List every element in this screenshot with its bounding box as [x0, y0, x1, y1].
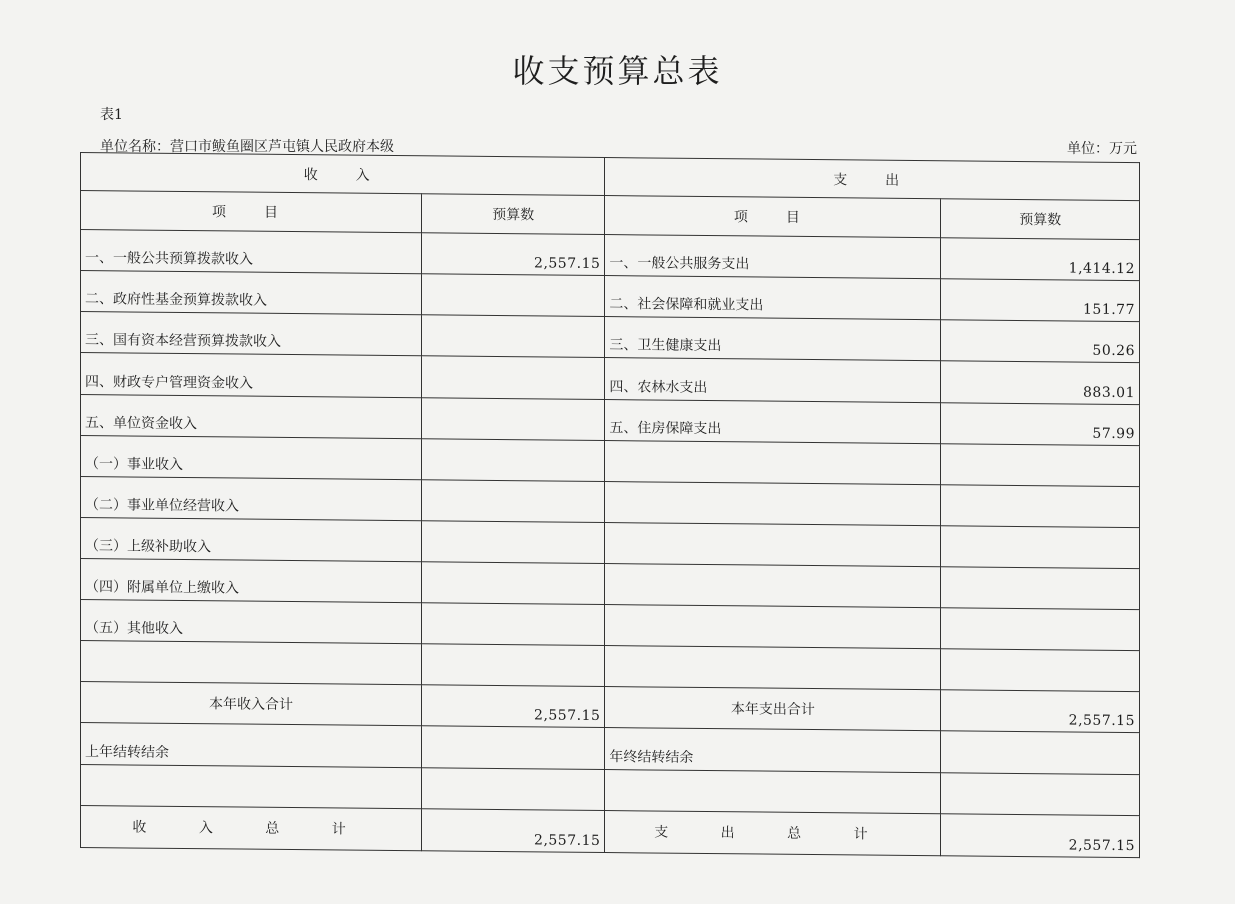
expense-item-header: 项 目: [605, 196, 941, 238]
expense-amount-cell: 1,414.12: [941, 238, 1140, 281]
income-item-cell: 三、国有资本经营预算拨款收入: [81, 312, 422, 356]
blank-cell: [941, 772, 1140, 815]
income-item-cell: 二、政府性基金预算拨款收入: [81, 271, 422, 315]
expense-amount-cell: 57.99: [941, 402, 1140, 445]
expense-amount-cell: [941, 649, 1140, 692]
income-amount-cell: [422, 397, 605, 440]
expense-item-cell: [605, 564, 941, 608]
total-row: [81, 805, 1140, 858]
budget-table-wrapper: [80, 152, 1140, 858]
expense-amount-cell: 50.26: [941, 320, 1140, 363]
expense-item-cell: 一、一般公共服务支出: [605, 235, 941, 279]
expense-item-cell: 二、社会保障和就业支出: [605, 276, 941, 320]
income-amount-cell: [422, 562, 605, 605]
expense-item-cell: 五、住房保障支出: [605, 399, 941, 443]
page-title: 收支预算总表: [512, 52, 723, 90]
table-number: 表1: [100, 107, 123, 123]
unit-name: 单位名称：营口市鲅鱼圈区芦屯镇人民政府本级: [100, 139, 394, 155]
income-item-cell: 四、财政专户管理资金收入: [81, 353, 422, 397]
income-subtotal-amount: 2,557.15: [422, 685, 605, 728]
expense-item-cell: [605, 481, 941, 525]
income-item-cell: （二）事业单位经营收入: [81, 476, 422, 520]
expense-amount-cell: [941, 526, 1140, 569]
income-amount-cell: [422, 438, 605, 481]
income-item-cell: 五、单位资金收入: [81, 394, 422, 438]
income-amount-cell: [422, 644, 605, 687]
expense-subtotal-label: 本年支出合计: [605, 687, 941, 731]
blank-cell: [81, 764, 422, 808]
expense-amount-cell: [941, 443, 1140, 486]
income-amount-cell: [422, 274, 605, 317]
blank-cell: [422, 767, 605, 810]
expense-carry-amount: [941, 731, 1140, 774]
income-item-cell: 一、一般公共预算拨款收入: [81, 230, 422, 274]
income-budget-header: 预算数: [422, 194, 605, 235]
expense-item-cell: 三、卫生健康支出: [605, 317, 941, 361]
income-item-cell: （三）上级补助收入: [81, 517, 422, 561]
income-amount-cell: 2,557.15: [422, 233, 605, 276]
income-item-cell: （一）事业收入: [81, 435, 422, 479]
expense-amount-cell: [941, 608, 1140, 651]
expense-item-cell: [605, 522, 941, 566]
income-amount-cell: [422, 356, 605, 399]
expense-budget-header: 预算数: [941, 199, 1140, 240]
expense-total-amount: 2,557.15: [941, 813, 1140, 857]
income-total-label: 收 入 总 计: [81, 805, 422, 851]
income-amount-cell: [422, 315, 605, 358]
expense-amount-cell: 151.77: [941, 279, 1140, 322]
income-total-amount: 2,557.15: [422, 808, 605, 852]
income-amount-cell: [422, 603, 605, 646]
expense-item-cell: [605, 646, 941, 690]
income-item-cell: （四）附属单位上缴收入: [81, 558, 422, 602]
blank-cell: [605, 769, 941, 813]
income-item-cell: （五）其他收入: [81, 600, 422, 644]
expense-item-cell: [605, 605, 941, 649]
expense-item-cell: [605, 440, 941, 484]
income-subtotal-label: 本年收入合计: [81, 682, 422, 726]
expense-carry-label: 年终结转结余: [605, 728, 941, 772]
expense-item-cell: 四、农林水支出: [605, 358, 941, 402]
expense-section-header: 支 出: [605, 158, 1140, 201]
income-section-header: 收 入: [81, 153, 605, 196]
income-carry-label: 上年结转结余: [81, 723, 422, 767]
expense-total-label: 支 出 总 计: [605, 810, 941, 856]
income-item-cell: [81, 641, 422, 685]
income-amount-cell: [422, 480, 605, 523]
income-carry-amount: [422, 726, 605, 769]
expense-amount-cell: 883.01: [941, 361, 1140, 404]
income-item-header: 项 目: [81, 191, 422, 233]
budget-table: [80, 152, 1140, 858]
expense-amount-cell: [941, 567, 1140, 610]
expense-subtotal-amount: 2,557.15: [941, 690, 1140, 733]
unit-label: 单位：万元: [1067, 141, 1137, 157]
income-amount-cell: [422, 521, 605, 564]
expense-amount-cell: [941, 485, 1140, 528]
